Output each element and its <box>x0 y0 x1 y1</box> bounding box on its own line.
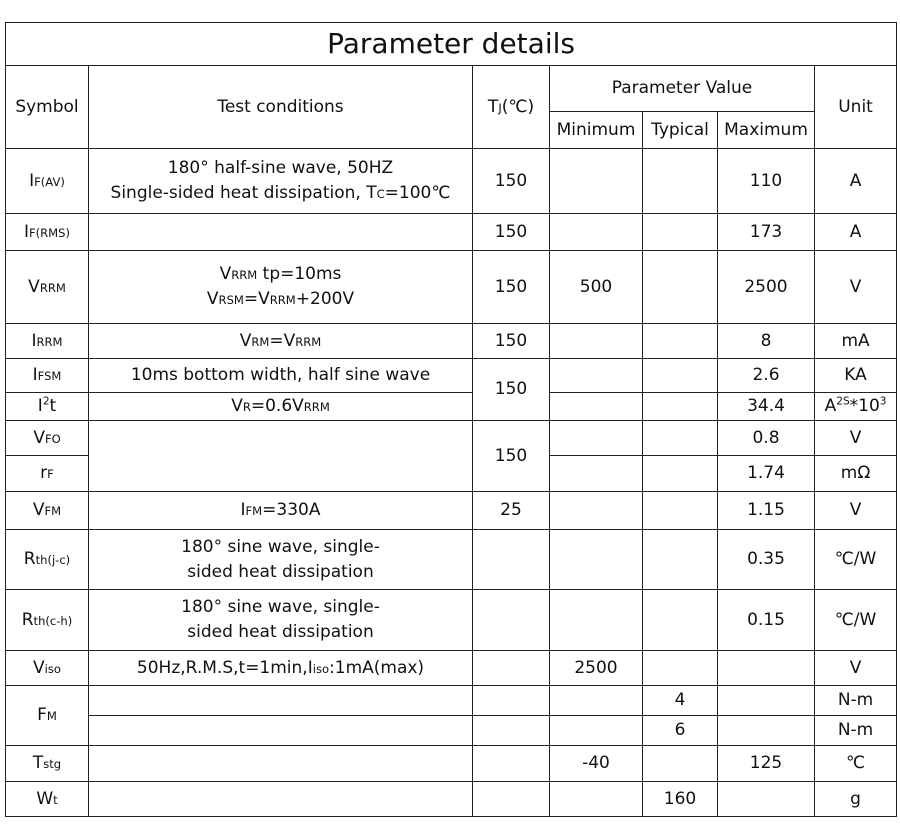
typ-cell <box>643 324 718 359</box>
table-row <box>6 651 897 686</box>
unit-cell: ℃/W <box>815 590 897 651</box>
conditions-cell: VRRM tp=10ms VRSM=VRRM+200V <box>89 251 473 324</box>
min-cell: 2500 <box>550 651 643 686</box>
conditions-cell <box>89 782 473 817</box>
table-row <box>6 746 897 782</box>
min-cell <box>550 421 643 456</box>
table-row <box>6 324 897 359</box>
table-row <box>6 421 897 456</box>
typ-cell <box>643 393 718 421</box>
header-typical: Typical <box>643 112 718 149</box>
symbol-cell: IF(AV) <box>6 149 89 214</box>
conditions-cell <box>89 716 473 746</box>
typ-cell <box>643 456 718 492</box>
symbol-cell: IF(RMS) <box>6 214 89 251</box>
max-cell: 8 <box>718 324 815 359</box>
tj-cell <box>473 686 550 716</box>
unit-cell: V <box>815 492 897 530</box>
parameter-table <box>5 22 897 817</box>
tj-cell: 150 <box>473 149 550 214</box>
table-row <box>6 590 897 651</box>
symbol-cell: Viso <box>6 651 89 686</box>
unit-cell: mΩ <box>815 456 897 492</box>
max-cell: 125 <box>718 746 815 782</box>
header-maximum: Maximum <box>718 112 815 149</box>
table-row <box>6 251 897 324</box>
conditions-cell <box>89 746 473 782</box>
tj-cell: 150 <box>473 324 550 359</box>
min-cell <box>550 590 643 651</box>
symbol-cell: Wt <box>6 782 89 817</box>
conditions-cell: VR=0.6VRRM <box>89 393 473 421</box>
max-cell: 2.6 <box>718 359 815 393</box>
min-cell: 500 <box>550 251 643 324</box>
header-minimum: Minimum <box>550 112 643 149</box>
min-cell <box>550 782 643 817</box>
header-symbol: Symbol <box>6 66 89 149</box>
tj-cell <box>473 746 550 782</box>
max-cell <box>718 686 815 716</box>
conditions-cell: 180° sine wave, single-sided heat dissipation <box>89 530 473 590</box>
tj-cell: 25 <box>473 492 550 530</box>
min-cell <box>550 456 643 492</box>
unit-cell: KA <box>815 359 897 393</box>
symbol-cell: $I^2t$ <box>6 393 89 421</box>
tj-cell: 150 <box>473 421 550 492</box>
max-cell: 0.15 <box>718 590 815 651</box>
unit-cell: mA <box>815 324 897 359</box>
table-row <box>6 149 897 214</box>
symbol-cell: IFSM <box>6 359 89 393</box>
tj-cell <box>473 782 550 817</box>
table-row <box>6 492 897 530</box>
tj-cell: 150 <box>473 359 550 421</box>
max-cell: 0.8 <box>718 421 815 456</box>
tj-cell: 150 <box>473 214 550 251</box>
unit-cell: N-m <box>815 686 897 716</box>
max-cell: 0.35 <box>718 530 815 590</box>
typ-cell <box>643 251 718 324</box>
unit-cell: A <box>815 149 897 214</box>
table-row <box>6 716 897 746</box>
symbol-cell: Tstg <box>6 746 89 782</box>
unit-cell: ℃ <box>815 746 897 782</box>
min-cell <box>550 716 643 746</box>
max-cell: 1.15 <box>718 492 815 530</box>
unit-cell: ℃/W <box>815 530 897 590</box>
typ-cell <box>643 590 718 651</box>
min-cell <box>550 359 643 393</box>
typ-cell <box>643 530 718 590</box>
typ-cell <box>643 149 718 214</box>
max-cell: 110 <box>718 149 815 214</box>
typ-cell: 4 <box>643 686 718 716</box>
table-row <box>6 359 897 393</box>
typ-cell <box>643 214 718 251</box>
unit-cell: V <box>815 651 897 686</box>
unit-cell: V <box>815 251 897 324</box>
table-row <box>6 686 897 716</box>
conditions-cell: IFM=330A <box>89 492 473 530</box>
conditions-cell: 50Hz,R.M.S,t=1min,Iiso:1mA(max) <box>89 651 473 686</box>
min-cell <box>550 530 643 590</box>
header-tj: TJ(℃) <box>473 66 550 149</box>
symbol-cell: FM <box>6 686 89 746</box>
symbol-cell: Rth(j-c) <box>6 530 89 590</box>
tj-cell <box>473 651 550 686</box>
max-cell <box>718 651 815 686</box>
tj-cell <box>473 716 550 746</box>
symbol-cell: VRRM <box>6 251 89 324</box>
unit-cell: $A^{2S}*10^3$ <box>815 393 897 421</box>
symbol-cell: VFO <box>6 421 89 456</box>
conditions-cell <box>89 421 473 492</box>
min-cell <box>550 393 643 421</box>
typ-cell <box>643 492 718 530</box>
min-cell <box>550 149 643 214</box>
unit-cell: N-m <box>815 716 897 746</box>
tj-cell: 150 <box>473 251 550 324</box>
page-title: Parameter details <box>6 23 897 66</box>
min-cell <box>550 492 643 530</box>
typ-cell <box>643 359 718 393</box>
conditions-cell: VRM=VRRM <box>89 324 473 359</box>
max-cell: 34.4 <box>718 393 815 421</box>
max-cell <box>718 782 815 817</box>
unit-cell: g <box>815 782 897 817</box>
table-row <box>6 530 897 590</box>
min-cell <box>550 686 643 716</box>
symbol-cell: Rth(c-h) <box>6 590 89 651</box>
typ-cell <box>643 746 718 782</box>
max-cell: 173 <box>718 214 815 251</box>
typ-cell <box>643 651 718 686</box>
conditions-cell: 180° half-sine wave, 50HZ Single-sided heat dissipation, TC=100℃ <box>89 149 473 214</box>
typ-cell: 160 <box>643 782 718 817</box>
symbol-cell: IRRM <box>6 324 89 359</box>
header-test-conditions: Test conditions <box>89 66 473 149</box>
max-cell: 1.74 <box>718 456 815 492</box>
conditions-cell: 10ms bottom width, half sine wave <box>89 359 473 393</box>
header-unit: Unit <box>815 66 897 149</box>
tj-cell <box>473 530 550 590</box>
min-cell <box>550 214 643 251</box>
min-cell: -40 <box>550 746 643 782</box>
unit-cell: V <box>815 421 897 456</box>
min-cell <box>550 324 643 359</box>
typ-cell: 6 <box>643 716 718 746</box>
max-cell <box>718 716 815 746</box>
conditions-cell <box>89 686 473 716</box>
symbol-cell: VFM <box>6 492 89 530</box>
parameter-table-container <box>5 22 897 817</box>
unit-cell: A <box>815 214 897 251</box>
header-parameter-value: Parameter Value <box>550 66 815 112</box>
table-row <box>6 782 897 817</box>
symbol-cell: rF <box>6 456 89 492</box>
tj-cell <box>473 590 550 651</box>
typ-cell <box>643 421 718 456</box>
table-row <box>6 214 897 251</box>
conditions-cell: 180° sine wave, single-sided heat dissipation <box>89 590 473 651</box>
conditions-cell <box>89 214 473 251</box>
table-row <box>6 393 897 421</box>
max-cell: 2500 <box>718 251 815 324</box>
